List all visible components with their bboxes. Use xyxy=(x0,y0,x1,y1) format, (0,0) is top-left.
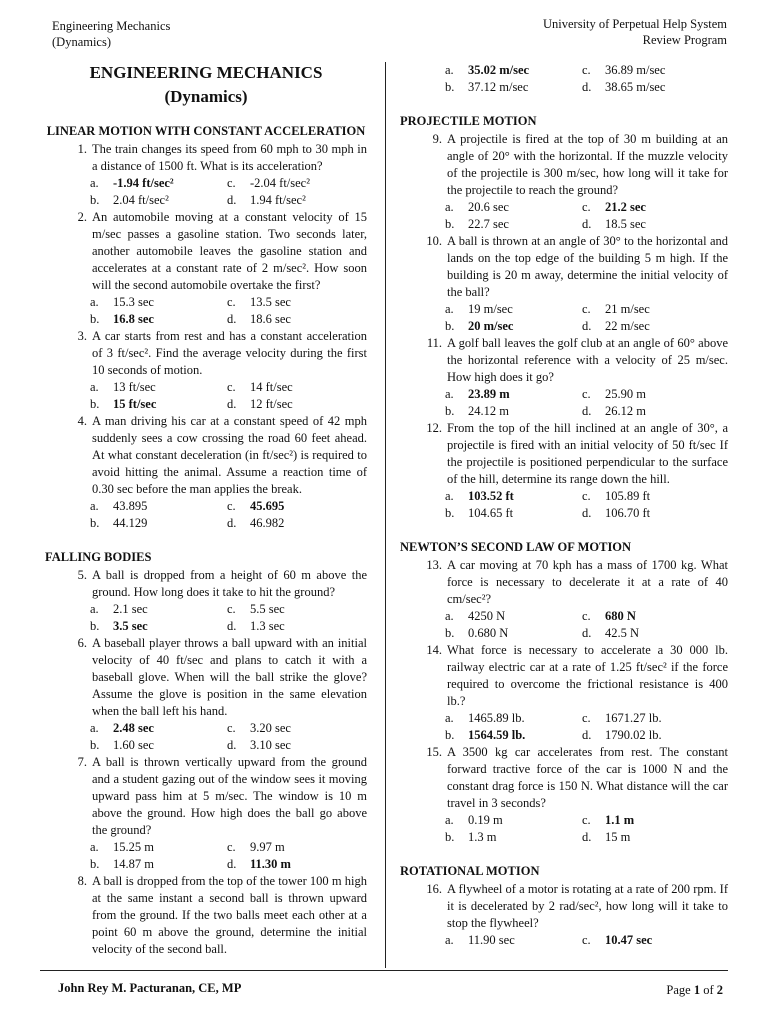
option-c xyxy=(227,839,364,856)
question-number: 3. xyxy=(77,329,87,343)
option-text: 1790.02 lb. xyxy=(605,728,662,742)
question-text: A car starts from rest and has a constant acceleration of 3 ft/sec². Find the average velocity during the first 10 seconds of motion. xyxy=(92,329,367,377)
footer-author: John Rey M. Pacturanan, CE, MP xyxy=(58,981,242,995)
option-a xyxy=(445,62,582,79)
option-letter: a. xyxy=(90,295,99,309)
option-c xyxy=(582,62,719,79)
left-column xyxy=(45,62,367,958)
question-text: A ball is thrown at an angle of 30° to the horizontal and lands on the top edge of the building 5 m high. If the building is 20 m away, determine the initial velocity of the ball? xyxy=(447,234,728,299)
option-text: 14.87 m xyxy=(113,857,154,871)
question-number: 2. xyxy=(77,210,87,224)
option-a xyxy=(90,379,227,396)
option-letter: d. xyxy=(582,217,592,231)
question-number: 11. xyxy=(426,336,442,350)
option-c xyxy=(582,608,719,625)
option-c xyxy=(582,301,719,318)
current-page: 1 xyxy=(693,983,701,997)
option-letter: b. xyxy=(90,857,100,871)
question-text: The train changes its speed from 60 mph to 30 mph in a distance of 1500 ft. What is its acceleration? xyxy=(92,142,367,173)
section-rotational-motion: ROTATIONAL MOTION xyxy=(400,864,540,878)
option-text: 36.89 m/sec xyxy=(605,63,666,77)
question-6 xyxy=(45,635,367,754)
header-school: University of Perpetual Help System xyxy=(543,17,727,31)
option-letter: b. xyxy=(445,217,455,231)
section-newtons-second-law: NEWTON’S SECOND LAW OF MOTION xyxy=(400,540,632,554)
option-letter: a. xyxy=(445,302,454,316)
option-d xyxy=(227,515,364,532)
option-letter: b. xyxy=(90,738,100,752)
option-text: 11.30 m xyxy=(250,857,291,871)
page-of-label: of xyxy=(700,983,717,997)
question-13 xyxy=(400,557,728,642)
option-b xyxy=(445,727,582,744)
question-11 xyxy=(400,335,728,420)
option-d xyxy=(582,79,719,96)
option-text: 3.20 sec xyxy=(250,721,291,735)
option-text: 23.89 m xyxy=(468,387,510,401)
option-text: 22.7 sec xyxy=(468,217,509,231)
option-text: 10.47 sec xyxy=(605,933,653,947)
document-subtitle: (Dynamics) xyxy=(164,87,248,106)
option-letter: b. xyxy=(90,193,100,207)
option-text: 37.12 m/sec xyxy=(468,80,529,94)
question-text: A car moving at 70 kph has a mass of 1700 kg. What force is necessary to decelerate it at a rate of 40 cm/sec²? xyxy=(447,558,728,606)
option-text: 19 m/sec xyxy=(468,302,513,316)
option-text: 24.12 m xyxy=(468,404,509,418)
option-text: 15 m xyxy=(605,830,631,844)
option-text: 18.5 sec xyxy=(605,217,646,231)
option-b xyxy=(445,505,582,522)
option-c xyxy=(227,379,364,396)
option-text: 15 ft/sec xyxy=(113,397,157,411)
option-c xyxy=(582,488,719,505)
question-number: 12. xyxy=(426,421,442,435)
option-a xyxy=(445,488,582,505)
option-text: 16.8 sec xyxy=(113,312,154,326)
option-letter: d. xyxy=(227,312,237,326)
option-a xyxy=(445,608,582,625)
question-number: 8. xyxy=(77,874,87,888)
question-text: A golf ball leaves the golf club at an angle of 60° above the horizontal reference with a velocity of 25 m/sec. How high does it go? xyxy=(447,336,728,384)
option-a xyxy=(90,720,227,737)
option-c xyxy=(582,199,719,216)
question-14 xyxy=(400,642,728,744)
option-b xyxy=(445,318,582,335)
option-d xyxy=(227,618,364,635)
option-letter: d. xyxy=(227,397,237,411)
option-letter: a. xyxy=(445,63,454,77)
option-letter: c. xyxy=(227,295,236,309)
option-b xyxy=(90,856,227,873)
option-b xyxy=(90,396,227,413)
question-7 xyxy=(45,754,367,873)
option-text: 105.89 ft xyxy=(605,489,651,503)
option-text: 46.982 xyxy=(250,516,285,530)
question-text: An automobile moving at a constant velocity of 15 m/sec passes a gasoline station. Two seconds later, another automobile leaves the gasoline station and accelerates at a constant rate of 2 m/sec². How soon will the second automobile overtake the first? xyxy=(92,210,367,292)
option-letter: a. xyxy=(90,380,99,394)
question-number: 7. xyxy=(77,755,87,769)
option-b xyxy=(90,737,227,754)
question-number: 6. xyxy=(77,636,87,650)
question-number: 4. xyxy=(77,414,87,428)
option-text: 21.2 sec xyxy=(605,200,646,214)
question-text: From the top of the hill inclined at an angle of 30°, a projectile is fired with an initial velocity of 50 ft/sec If the projectile is positioned perpendicular to the surface of the hill, determine its range down the hill. xyxy=(447,421,728,486)
question-9 xyxy=(400,131,728,233)
option-text: 104.65 ft xyxy=(468,506,514,520)
option-letter: c. xyxy=(582,200,591,214)
option-letter: b. xyxy=(445,728,455,742)
option-d xyxy=(582,727,719,744)
column-divider xyxy=(385,62,386,968)
option-letter: d. xyxy=(582,319,592,333)
option-text: 5.5 sec xyxy=(250,602,285,616)
option-a xyxy=(90,601,227,618)
option-letter: a. xyxy=(90,602,99,616)
option-letter: c. xyxy=(227,380,236,394)
option-letter: c. xyxy=(582,387,591,401)
option-d xyxy=(582,625,719,642)
option-text: 13 ft/sec xyxy=(113,380,156,394)
option-text: 38.65 m/sec xyxy=(605,80,666,94)
question-text: A baseball player throws a ball upward with an initial velocity of 40 ft/sec and plans to catch it with a baseball glove. When will the ball strike the glove? Assume the glove is position in the same elevation when the ball left his hand. xyxy=(92,636,367,718)
option-text: 2.48 sec xyxy=(113,721,154,735)
header-program: Review Program xyxy=(642,33,727,47)
option-letter: a. xyxy=(445,489,454,503)
section-linear-motion: LINEAR MOTION WITH CONSTANT ACCELERATION xyxy=(46,124,366,138)
option-c xyxy=(227,498,364,515)
question-15 xyxy=(400,744,728,846)
section-projectile-motion: PROJECTILE MOTION xyxy=(400,114,537,128)
question-12 xyxy=(400,420,728,522)
option-text: 15.25 m xyxy=(113,840,154,854)
option-text: 2.04 ft/sec² xyxy=(113,193,169,207)
option-b xyxy=(445,625,582,642)
option-c xyxy=(582,710,719,727)
option-text: 15.3 sec xyxy=(113,295,154,309)
option-letter: c. xyxy=(582,63,591,77)
option-a xyxy=(445,301,582,318)
question-number: 9. xyxy=(432,132,442,146)
option-b xyxy=(445,829,582,846)
option-b xyxy=(90,618,227,635)
option-letter: d. xyxy=(582,626,592,640)
option-letter: b. xyxy=(445,626,455,640)
option-text: 2.1 sec xyxy=(113,602,148,616)
option-text: 26.12 m xyxy=(605,404,646,418)
option-c xyxy=(227,720,364,737)
option-letter: d. xyxy=(227,857,237,871)
option-c xyxy=(227,175,364,192)
option-text: 25.90 m xyxy=(605,387,646,401)
section-falling-bodies: FALLING BODIES xyxy=(45,550,152,564)
question-5 xyxy=(45,567,367,635)
option-a xyxy=(90,294,227,311)
question-text: A ball is dropped from the top of the tower 100 m high at the same instant a second ball is thrown upward from the ground. If the two balls meet each other at a point 60 m above the ground, determine the initial velocity of the second ball. xyxy=(92,874,367,956)
option-text: 1.1 m xyxy=(605,813,635,827)
header-course: Engineering Mechanics xyxy=(52,19,171,33)
option-d xyxy=(227,856,364,873)
option-letter: c. xyxy=(227,840,236,854)
option-text: 9.97 m xyxy=(250,840,285,854)
option-text: 12 ft/sec xyxy=(250,397,293,411)
option-letter: a. xyxy=(90,176,99,190)
option-text: 18.6 sec xyxy=(250,312,291,326)
option-b xyxy=(90,192,227,209)
option-a xyxy=(90,839,227,856)
option-letter: c. xyxy=(227,602,236,616)
question-10 xyxy=(400,233,728,335)
question-number: 15. xyxy=(426,745,442,759)
option-letter: a. xyxy=(445,933,454,947)
option-letter: d. xyxy=(582,830,592,844)
option-d xyxy=(227,396,364,413)
option-letter: a. xyxy=(445,711,454,725)
option-letter: d. xyxy=(582,728,592,742)
option-c xyxy=(582,932,719,949)
option-a xyxy=(90,498,227,515)
question-number: 5. xyxy=(77,568,87,582)
option-a xyxy=(445,812,582,829)
option-text: -2.04 ft/sec² xyxy=(250,176,310,190)
option-b xyxy=(445,403,582,420)
option-text: 13.5 sec xyxy=(250,295,291,309)
option-d xyxy=(582,403,719,420)
option-d xyxy=(582,318,719,335)
option-letter: c. xyxy=(227,499,236,513)
question-8-options xyxy=(445,62,728,96)
option-text: 20 m/sec xyxy=(468,319,514,333)
option-text: 44.129 xyxy=(113,516,148,530)
option-c xyxy=(227,294,364,311)
question-3 xyxy=(45,328,367,413)
option-letter: d. xyxy=(582,506,592,520)
option-text: 1465.89 lb. xyxy=(468,711,525,725)
header-left xyxy=(52,18,170,50)
question-number: 14. xyxy=(426,643,442,657)
option-letter: c. xyxy=(582,609,591,623)
option-a xyxy=(90,175,227,192)
option-d xyxy=(582,829,719,846)
option-text: 1.94 ft/sec² xyxy=(250,193,306,207)
option-a xyxy=(445,386,582,403)
option-text: 106.70 ft xyxy=(605,506,651,520)
option-text: 1.60 sec xyxy=(113,738,154,752)
option-text: 1.3 m xyxy=(468,830,497,844)
question-number: 1. xyxy=(77,142,87,156)
option-text: 21 m/sec xyxy=(605,302,650,316)
option-b xyxy=(445,216,582,233)
option-text: 14 ft/sec xyxy=(250,380,293,394)
question-text: A man driving his car at a constant speed of 42 mph suddenly sees a cow crossing the road 60 feet ahead. At what constant deceleration (in ft/sec²) is required to avoid hitting the animal. Assume a reaction time of 0.30 sec before the man applies the break. xyxy=(92,414,367,496)
option-letter: a. xyxy=(90,499,99,513)
option-text: 1564.59 lb. xyxy=(468,728,526,742)
option-letter: c. xyxy=(227,721,236,735)
option-text: -1.94 ft/sec² xyxy=(113,176,174,190)
option-letter: d. xyxy=(227,516,237,530)
total-pages: 2 xyxy=(716,983,723,997)
question-1 xyxy=(45,141,367,209)
option-a xyxy=(445,710,582,727)
option-text: 45.695 xyxy=(250,499,285,513)
right-column xyxy=(400,62,728,949)
option-text: 20.6 sec xyxy=(468,200,509,214)
option-text: 35.02 m/sec xyxy=(468,63,530,77)
question-16 xyxy=(400,881,728,949)
option-letter: a. xyxy=(445,387,454,401)
option-letter: b. xyxy=(445,80,455,94)
option-text: 680 N xyxy=(605,609,636,623)
option-text: 0.680 N xyxy=(468,626,509,640)
option-d xyxy=(227,192,364,209)
option-text: 1.3 sec xyxy=(250,619,285,633)
option-letter: a. xyxy=(90,721,99,735)
option-letter: b. xyxy=(90,312,100,326)
question-number: 16. xyxy=(426,882,442,896)
option-letter: c. xyxy=(582,302,591,316)
option-letter: c. xyxy=(582,711,591,725)
question-4 xyxy=(45,413,367,532)
page-label: Page xyxy=(666,983,694,997)
option-text: 103.52 ft xyxy=(468,489,514,503)
option-letter: a. xyxy=(445,609,454,623)
option-letter: c. xyxy=(227,176,236,190)
question-text: A 3500 kg car accelerates from rest. The constant forward tractive force of the car is 1000 N and the constant drag force is 150 N. What distance will the car travel in 3 seconds? xyxy=(447,745,728,810)
header-right xyxy=(543,16,727,48)
option-a xyxy=(445,932,582,949)
option-c xyxy=(227,601,364,618)
question-2 xyxy=(45,209,367,328)
option-letter: c. xyxy=(582,813,591,827)
question-8 xyxy=(45,873,367,958)
question-number: 13. xyxy=(426,558,442,572)
option-b xyxy=(445,79,582,96)
question-text: A ball is dropped from a height of 60 m above the ground. How long does it take to hit the ground? xyxy=(92,568,367,599)
option-letter: d. xyxy=(582,80,592,94)
option-letter: b. xyxy=(445,506,455,520)
option-letter: d. xyxy=(227,193,237,207)
option-letter: c. xyxy=(582,933,591,947)
question-text: A flywheel of a motor is rotating at a rate of 200 rpm. If it is decelerated by 2 rad/sec², how long will it take to stop the flywheel? xyxy=(447,882,728,930)
option-letter: c. xyxy=(582,489,591,503)
option-d xyxy=(227,737,364,754)
option-letter: d. xyxy=(582,404,592,418)
option-d xyxy=(582,505,719,522)
option-letter: b. xyxy=(90,619,100,633)
option-text: 3.10 sec xyxy=(250,738,291,752)
page-number xyxy=(666,983,723,998)
option-a xyxy=(445,199,582,216)
option-letter: b. xyxy=(445,404,455,418)
option-c xyxy=(582,386,719,403)
option-d xyxy=(582,216,719,233)
option-text: 4250 N xyxy=(468,609,506,623)
option-c xyxy=(582,812,719,829)
option-text: 43.895 xyxy=(113,499,148,513)
option-text: 1671.27 lb. xyxy=(605,711,662,725)
option-letter: d. xyxy=(227,738,237,752)
option-letter: b. xyxy=(90,397,100,411)
document-title: ENGINEERING MECHANICS xyxy=(89,63,323,82)
option-letter: b. xyxy=(445,319,455,333)
option-letter: a. xyxy=(445,813,454,827)
option-letter: b. xyxy=(90,516,100,530)
option-letter: b. xyxy=(445,830,455,844)
question-text: What force is necessary to accelerate a 30 000 lb. railway electric car at a rate of 1.25 ft/sec² if the force required to overcome the frictional resistance is 400 lb.? xyxy=(447,643,728,708)
question-text: A projectile is fired at the top of 30 m building at an angle of 20° with the horizontal. If the muzzle velocity of the projectile is 300 m/sec, how long will it take for the projectile to reach the ground? xyxy=(447,132,728,197)
question-number: 10. xyxy=(426,234,442,248)
option-text: 3.5 sec xyxy=(113,619,148,633)
option-letter: a. xyxy=(445,200,454,214)
option-text: 11.90 sec xyxy=(468,933,515,947)
option-letter: d. xyxy=(227,619,237,633)
option-b xyxy=(90,515,227,532)
footer-rule xyxy=(40,970,728,971)
option-b xyxy=(90,311,227,328)
header-subject: (Dynamics) xyxy=(52,35,112,49)
option-text: 22 m/sec xyxy=(605,319,650,333)
option-text: 0.19 m xyxy=(468,813,503,827)
option-text: 42.5 N xyxy=(605,626,640,640)
option-d xyxy=(227,311,364,328)
question-text: A ball is thrown vertically upward from the ground and a student gazing out of the window sees it moving upward pass him at 5 m/sec. The window is 10 m above the ground. How high does the ball go above the ground? xyxy=(92,755,367,837)
option-letter: a. xyxy=(90,840,99,854)
